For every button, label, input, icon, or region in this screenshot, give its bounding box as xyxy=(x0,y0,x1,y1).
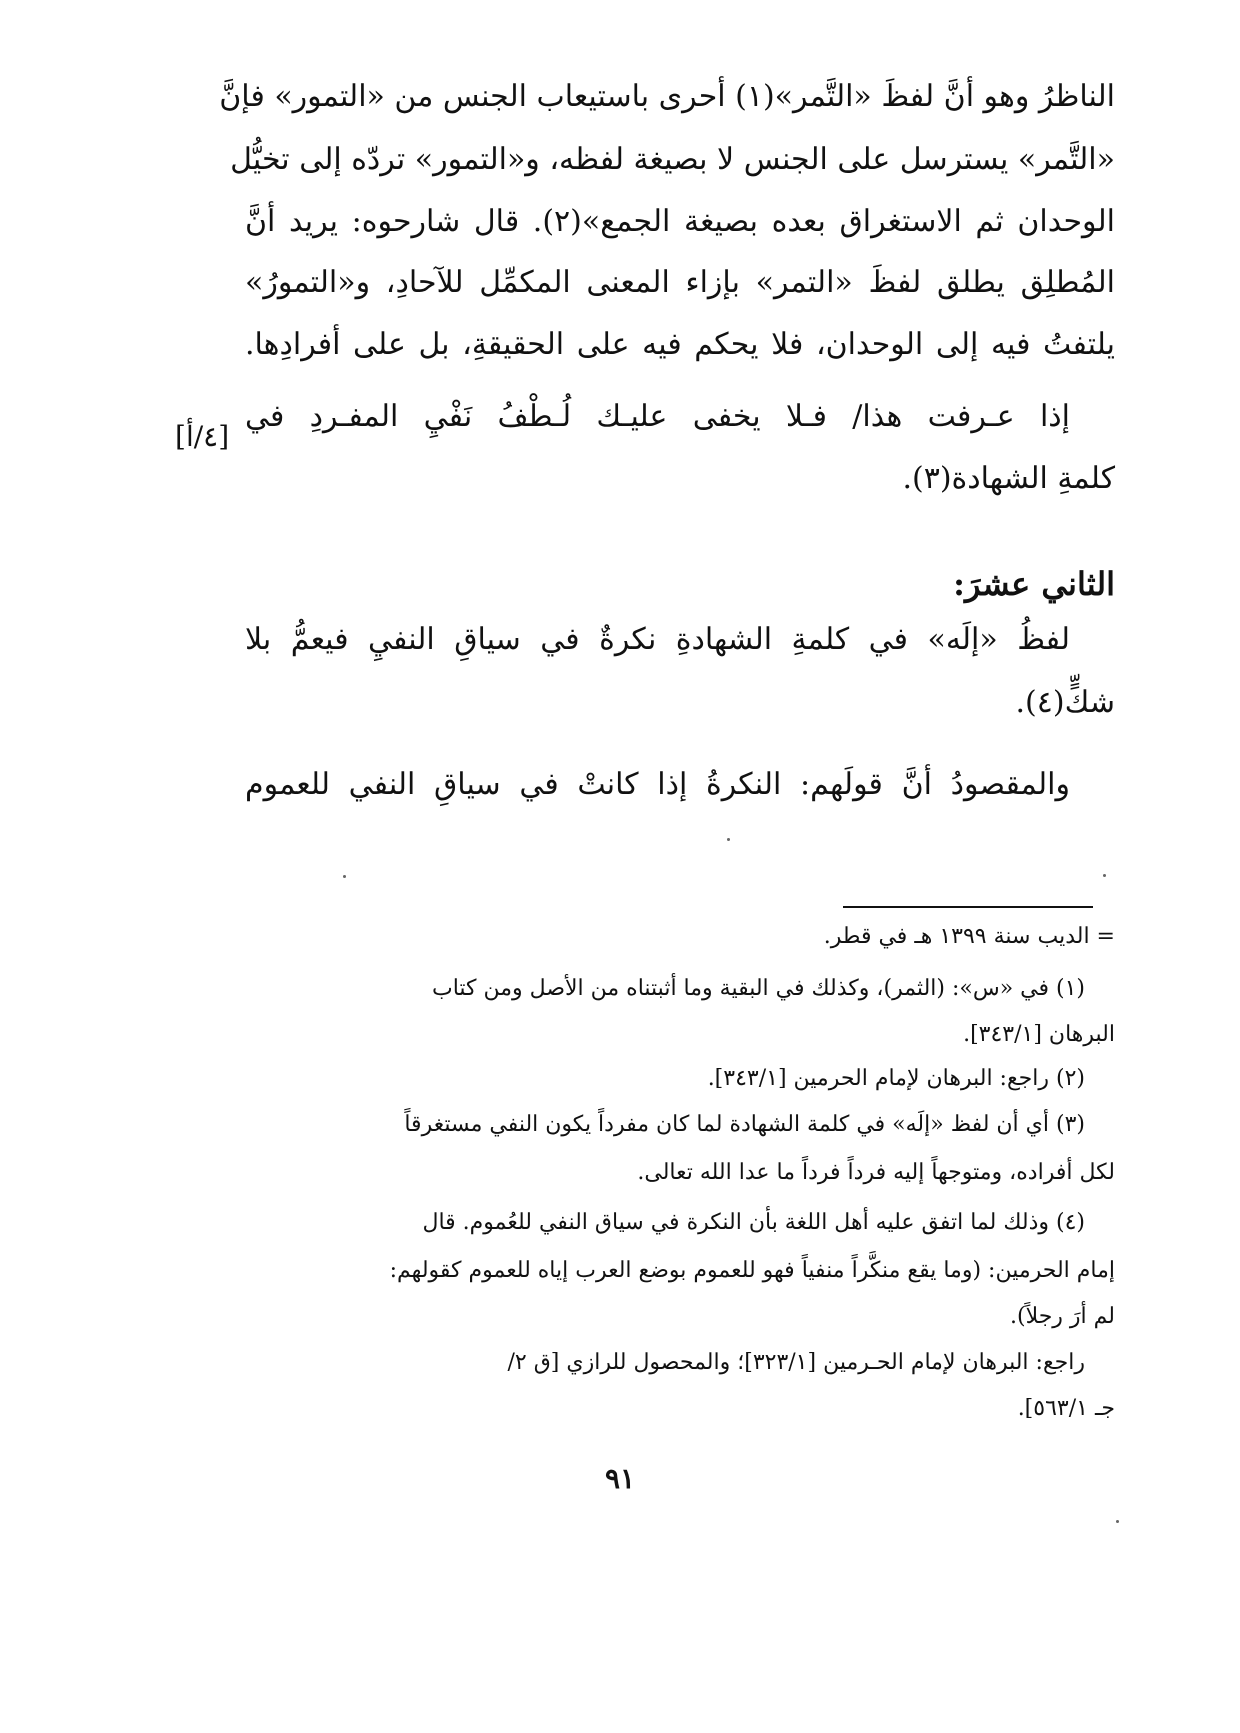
main-text-line: الوحدان ثم الاستغراق بعده بصيغة الجمع»(٢). قال شارحوه: يريد أنَّ xyxy=(245,204,1115,239)
footnote-line: (٣) أي أن لفظ «إلَه» في كلمة الشهادة لما كان مفرداً يكون النفي مستغرقاً xyxy=(404,1112,1085,1137)
main-text-line: كلمةِ الشهادة(٣). xyxy=(902,461,1115,496)
footnote-line: جـ ٥٦٣/١]. xyxy=(1017,1396,1115,1421)
page-number: ٩١ xyxy=(604,1462,636,1495)
scan-speck xyxy=(343,875,346,878)
footnote-line: (٢) راجع: البرهان لإمام الحرمين [٣٤٣/١]. xyxy=(707,1066,1085,1091)
footnote-line: = الديب سنة ١٣٩٩ هـ في قطر. xyxy=(823,924,1115,949)
footnote-line: (١) في «س»: (الثمر)، وكذلك في البقية وما أثبتناه من الأصل ومن كتاب xyxy=(431,976,1085,1001)
footnote-line: (٤) وذلك لما اتفق عليه أهل اللغة بأن النكرة في سياق النفي للعُموم. قال xyxy=(422,1210,1085,1235)
main-text-line: لفظُ «إلَه» في كلمةِ الشهادةِ نكرةٌ في سياقِ النفيِ فيعمُّ بلا xyxy=(245,622,1070,657)
footnote-line: راجع: البرهان لإمام الحـرمين [٣٢٣/١]؛ والمحصول للرازي [ق ٢/ xyxy=(507,1350,1085,1375)
main-text-line: «التَّمر» يسترسل على الجنس لا بصيغة لفظه، و«التمور» تردّه إلى تخيُّل xyxy=(230,142,1115,177)
main-text-line: إذا عـرفت هذا/ فـلا يخفى عليـك لُـطْفُ نَفْيِ المفـردِ في xyxy=(245,399,1070,434)
section-heading: الثاني عشرَ: xyxy=(953,565,1115,603)
footnote-line: إمام الحرمين: (وما يقع منكَّراً منفياً فهو للعموم بوضع العرب إياه للعموم كقولهم: xyxy=(389,1258,1115,1283)
footnote-separator xyxy=(843,906,1093,908)
footnote-line: لم أرَ رجلاً). xyxy=(1010,1304,1115,1329)
main-text-line: شكٍّ(٤). xyxy=(1015,685,1115,720)
footnote-line: لكل أفراده، ومتوجهاً إليه فرداً فرداً ما عدا الله تعالى. xyxy=(637,1160,1115,1185)
main-text-line: الناظرُ وهو أنَّ لفظَ «التَّمر»(١) أحرى باستيعاب الجنس من «التمور» فإنَّ xyxy=(219,79,1115,114)
folio-margin-marker: [٤/أ] xyxy=(175,420,230,453)
main-text-line: يلتفتُ فيه إلى الوحدان، فلا يحكم فيه على الحقيقةِ، بل على أفرادِها. xyxy=(245,327,1115,362)
footnote-line: البرهان [٣٤٣/١]. xyxy=(963,1022,1115,1047)
main-text-line: المُطلِق يطلق لفظَ «التمر» بإزاء المعنى المكمِّل للآحادِ، و«التمورُ» xyxy=(245,265,1115,300)
main-text-line: والمقصودُ أنَّ قولَهم: النكرةُ إذا كانتْ في سياقِ النفي للعموم xyxy=(245,767,1070,802)
scan-speck xyxy=(1103,874,1106,877)
scan-speck xyxy=(727,838,730,841)
scan-speck xyxy=(1116,1520,1119,1523)
